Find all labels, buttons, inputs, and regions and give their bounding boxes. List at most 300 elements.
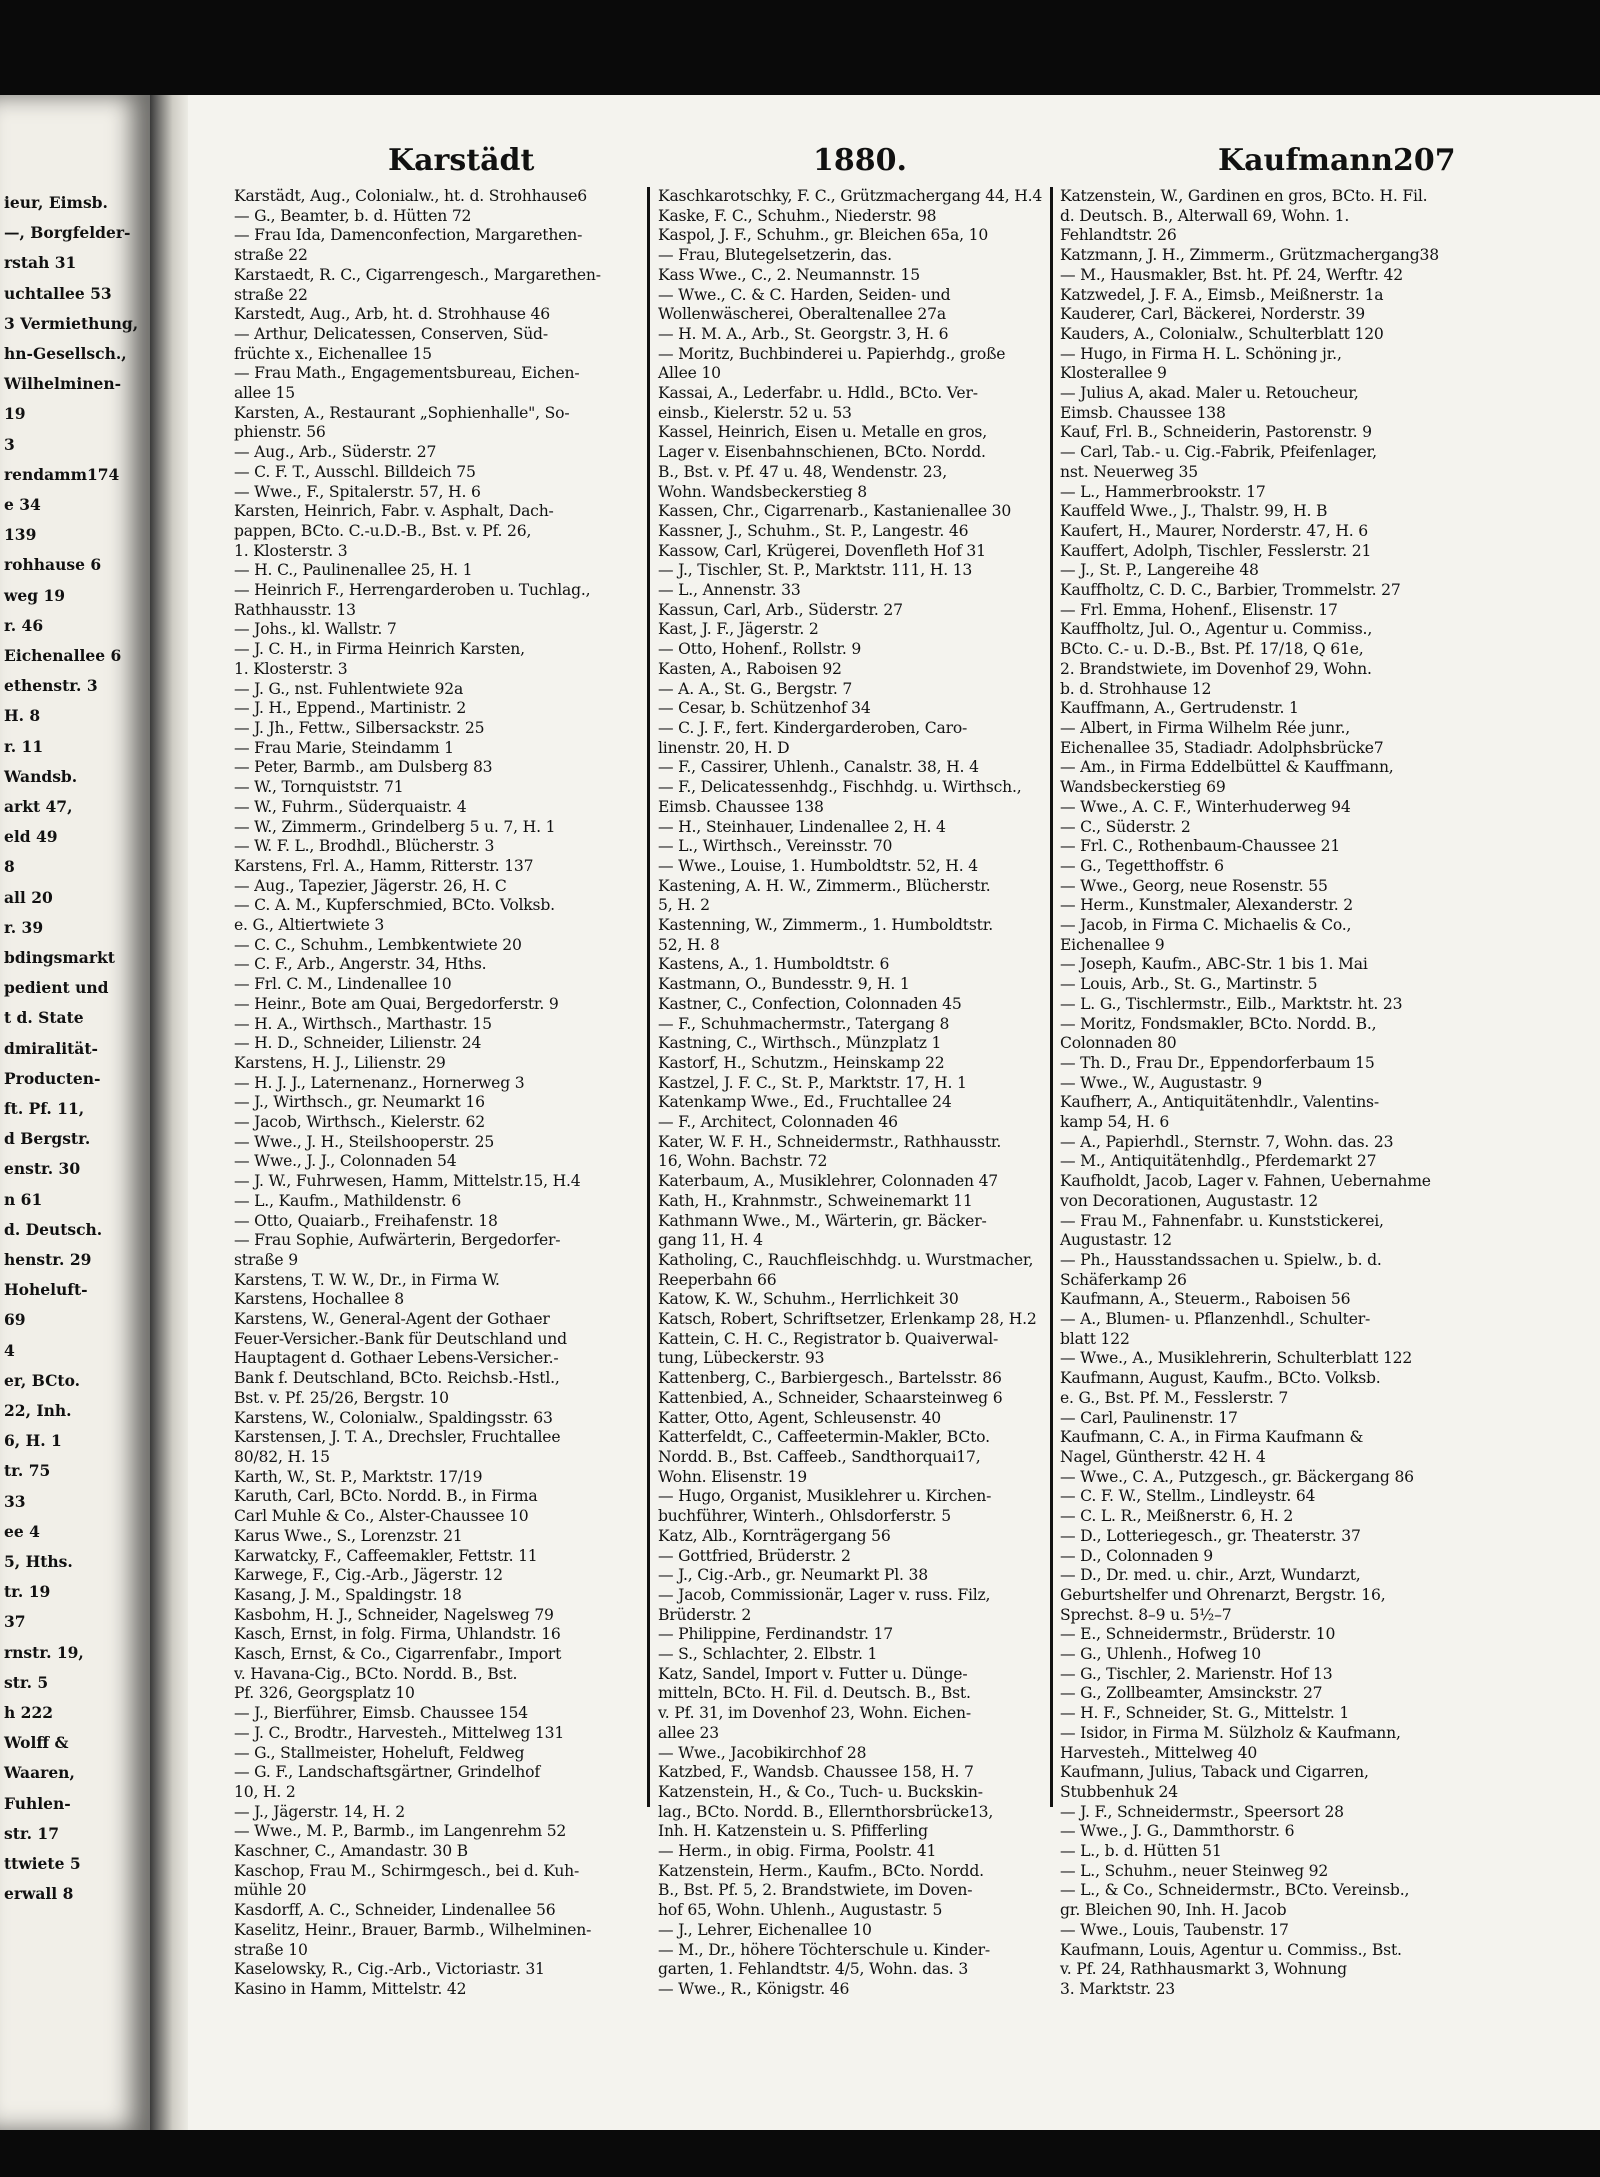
directory-entry-line: allee 23 [658, 1723, 719, 1742]
directory-entry-line: Kauderer, Carl, Bäckerei, Norderstr. 39 [1060, 305, 1365, 324]
directory-entry-line: Karstedt, Aug., Arb, ht. d. Strohhause 46 [234, 305, 550, 324]
directory-entry-line: — W., Tornquiststr. 71 [234, 778, 404, 797]
directory-entry-line: — J. H., Eppend., Martinistr. 2 [234, 699, 467, 718]
directory-entry-line: Karsten, A., Restaurant „Sophienhalle", So- [234, 403, 570, 422]
book-gutter [150, 95, 188, 2130]
directory-entry-line: Wohn. Elisenstr. 19 [658, 1467, 807, 1486]
directory-entry-line: Katz, Alb., Kornträgergang 56 [658, 1526, 891, 1545]
directory-entry-line: Kassai, A., Lederfabr. u. Hdld., BCto. Ver- [658, 384, 978, 403]
directory-entry-line: Karwatcky, F., Caffeemakler, Fettstr. 11 [234, 1546, 538, 1565]
directory-entry-line: — L., b. d. Hütten 51 [1060, 1842, 1222, 1861]
directory-entry-line: — Wwe., R., Königstr. 46 [658, 1979, 850, 1998]
directory-entry-line: — A., Blumen- u. Pflanzenhdl., Schulter- [1060, 1310, 1371, 1329]
directory-entry-line: Kauffeld Wwe., J., Thalstr. 99, H. B [1060, 502, 1328, 521]
directory-entry-line: — A., Papierhdl., Sternstr. 7, Wohn. das. 23 [1060, 1132, 1394, 1151]
directory-entry-line: — A. A., St. G., Bergstr. 7 [658, 679, 853, 698]
directory-entry-line: Kauders, A., Colonialw., Schulterblatt 120 [1060, 324, 1384, 343]
directory-entry-line: — Wwe., J. H., Steilshooperstr. 25 [234, 1132, 495, 1151]
directory-entry-line: — Ph., Hausstandssachen u. Spielw., b. d. [1060, 1250, 1382, 1269]
directory-entry-line: — M., Antiquitätenhdlg., Pferdemarkt 27 [1060, 1152, 1377, 1171]
left-page-text-fragment: Wandsb. [4, 766, 78, 786]
directory-entry-line: Kaselitz, Heinr., Brauer, Barmb., Wilhelminen- [234, 1920, 592, 1939]
directory-entry-line: — Frau, Blutegelsetzerin, das. [658, 246, 892, 265]
directory-entry-line: — S., Schlachter, 2. Elbstr. 1 [658, 1645, 878, 1664]
left-page-text-fragment: rstah 31 [4, 253, 77, 273]
left-page-text-fragment: dmiralität- [4, 1038, 98, 1058]
directory-entry-line: tung, Lübeckerstr. 93 [658, 1349, 825, 1368]
directory-entry-line: — Herm., Kunstmaler, Alexanderstr. 2 [1060, 896, 1354, 915]
directory-entry-line: — Wwe., F., Spitalerstr. 57, H. 6 [234, 482, 481, 501]
directory-entry-line: v. Pf. 31, im Dovenhof 23, Wohn. Eichen- [658, 1704, 971, 1723]
directory-entry-line: Karstädt, Aug., Colonialw., ht. d. Strohhause6 [234, 187, 587, 205]
directory-entry-line: Kassel, Heinrich, Eisen u. Metalle en gros, [658, 423, 987, 442]
directory-entry-line: Kattenbied, A., Schneider, Schaarsteinweg 6 [658, 1388, 1003, 1407]
directory-entry-line: — L. G., Tischlermstr., Eilb., Marktstr. ht. 23 [1060, 994, 1403, 1013]
directory-entry-line: blatt 122 [1060, 1329, 1130, 1348]
directory-entry-line: Bank f. Deutschland, BCto. Reichsb.-Hstl., [234, 1369, 560, 1388]
directory-entry-line: — Wwe., A., Musiklehrerin, Schulterblatt 122 [1060, 1349, 1413, 1368]
directory-entry-line: Katzenstein, H., & Co., Tuch- u. Buckskin- [658, 1782, 983, 1801]
left-page-text-fragment: Wolff & [4, 1733, 69, 1753]
directory-entry-line: — J., Lehrer, Eichenallee 10 [658, 1920, 872, 1939]
directory-entry-line: — J., Tischler, St. P., Marktstr. 111, H. 13 [658, 561, 973, 580]
directory-entry-line: — Frau Math., Engagementsbureau, Eichen- [234, 364, 580, 383]
directory-entry-line: straße 22 [234, 285, 308, 304]
directory-entry-line: Karsten, Heinrich, Fabr. v. Asphalt, Dach- [234, 502, 554, 521]
directory-entry-line: — Herm., in obig. Firma, Poolstr. 41 [658, 1842, 937, 1861]
directory-entry-line: Kassun, Carl, Arb., Süderstr. 27 [658, 600, 903, 619]
directory-entry-line: — Julius A, akad. Maler u. Retoucheur, [1060, 384, 1359, 403]
directory-entry-line: — Joseph, Kaufm., ABC-Str. 1 bis 1. Mai [1060, 955, 1368, 974]
directory-entry-line: B., Bst. v. Pf. 47 u. 48, Wendenstr. 23, [658, 462, 947, 481]
running-header [188, 143, 1456, 183]
directory-entry-line: von Decorationen, Augustastr. 12 [1060, 1191, 1318, 1210]
directory-entry-line: d. Deutsch. B., Alterwall 69, Wohn. 1. [1060, 206, 1350, 225]
directory-entry-line: Hauptagent d. Gothaer Lebens-Versicher.- [234, 1349, 559, 1368]
left-page-text-fragment: 5, Hths. [4, 1552, 73, 1571]
directory-entry-line: — J. G., nst. Fuhlentwiete 92a [234, 679, 464, 698]
directory-entry-line: Fehlandtstr. 26 [1060, 226, 1177, 245]
directory-entry-line: Katholing, C., Rauchfleischhdg. u. Wurstmacher, [658, 1250, 1034, 1269]
left-page-text-fragment: uchtallee 53 [4, 283, 112, 303]
directory-entry-line: — Wwe., Georg, neue Rosenstr. 55 [1060, 876, 1328, 895]
left-page-text-fragment: str. 17 [4, 1823, 59, 1843]
directory-entry-line: Kass Wwe., C., 2. Neumannstr. 15 [658, 265, 920, 284]
directory-entry-line: — Frl. C., Rothenbaum-Chaussee 21 [1060, 837, 1341, 856]
left-page-text-fragment: 3 [4, 434, 15, 454]
directory-entry-line: straße 22 [234, 246, 308, 265]
directory-column-1 [234, 187, 634, 2000]
directory-entry-line: lag., BCto. Nordd. B., Ellernthorsbrücke13, [658, 1802, 994, 1821]
left-page-text-fragment: Eichenallee 6 [4, 646, 122, 665]
directory-entry-line: Colonnaden 80 [1060, 1034, 1177, 1053]
column-divider [1050, 187, 1053, 1807]
directory-entry-line: — J. C. H., in Firma Heinrich Karsten, [234, 640, 525, 659]
directory-entry-line: Carl Muhle & Co., Alster-Chaussee 10 [234, 1507, 529, 1526]
directory-entry-line: Kaschop, Frau M., Schirmgesch., bei d. Kuh- [234, 1861, 580, 1880]
directory-entry-line: Kaufholdt, Jacob, Lager v. Fahnen, Uebernahme [1060, 1172, 1431, 1191]
directory-entry-line: — F., Schuhmachermstr., Tatergang 8 [658, 1014, 950, 1033]
directory-entry-line: Kaufmann, Julius, Taback und Cigarren, [1060, 1763, 1369, 1782]
directory-entry-line: — Arthur, Delicatessen, Conserven, Süd- [234, 324, 548, 343]
directory-entry-line: — W., Zimmerm., Grindelberg 5 u. 7, H. 1 [234, 817, 556, 836]
directory-entry-line: Katzmann, J. H., Zimmerm., Grützmachergang38 [1060, 246, 1439, 265]
directory-entry-line: Eichenallee 9 [1060, 935, 1165, 954]
directory-entry-line: 52, H. 8 [658, 935, 720, 954]
directory-entry-line: — F., Delicatessenhdg., Fischhdg. u. Wirthsch., [658, 778, 1022, 797]
directory-entry-line: Katzenstein, W., Gardinen en gros, BCto. H. Fil. [1060, 187, 1428, 205]
directory-entry-line: Augustastr. 12 [1060, 1231, 1172, 1250]
directory-entry-line: 1. Klosterstr. 3 [234, 659, 348, 678]
directory-entry-line: Karstens, W., General-Agent der Gothaer [234, 1310, 550, 1329]
directory-entry-line: — Johs., kl. Wallstr. 7 [234, 620, 397, 639]
directory-entry-line: Kauffholtz, C. D. C., Barbier, Trommelstr. 27 [1060, 581, 1401, 600]
left-page-text-fragment: tr. 75 [4, 1461, 51, 1481]
directory-entry-line: — Heinr., Bote am Quai, Bergedorferstr. 9 [234, 994, 559, 1013]
directory-entry-line: Katerbaum, A., Musiklehrer, Colonnaden 47 [658, 1172, 999, 1191]
directory-entry-line: allee 15 [234, 384, 295, 403]
left-page-text-fragment: rendamm174 [4, 464, 120, 484]
directory-entry-line: Kauffholtz, Jul. O., Agentur u. Commiss., [1060, 620, 1373, 639]
directory-entry-line: Katow, K. W., Schuhm., Herrlichkeit 30 [658, 1290, 959, 1309]
directory-entry-line: Karstaedt, R. C., Cigarrengesch., Margarethen- [234, 265, 601, 284]
directory-entry-line: Kasdorff, A. C., Schneider, Lindenallee 56 [234, 1901, 556, 1920]
directory-entry-line: — Am., in Firma Eddelbüttel & Kauffmann, [1060, 758, 1394, 777]
directory-entry-line: — Hugo, Organist, Musiklehrer u. Kirchen- [658, 1487, 992, 1506]
directory-entry-line: Kattenberg, C., Barbiergesch., Bartelsstr. 86 [658, 1369, 1002, 1388]
directory-entry-line: mitteln, BCto. H. Fil. d. Deutsch. B., Bst. [658, 1684, 971, 1703]
left-page-text-fragment: H. 8 [4, 706, 41, 726]
left-page-text-fragment: h 222 [4, 1703, 54, 1722]
directory-entry-line: — H., Steinhauer, Lindenallee 2, H. 4 [658, 817, 946, 836]
directory-entry-line: 80/82, H. 15 [234, 1448, 330, 1466]
directory-entry-line: Kath, H., Krahnmstr., Schweinemarkt 11 [658, 1191, 973, 1210]
directory-entry-line: — Jacob, Wirthsch., Kielerstr. 62 [234, 1113, 485, 1132]
directory-entry-line: — J. F., Schneidermstr., Speersort 28 [1060, 1802, 1344, 1821]
directory-entry-line: Schäferkamp 26 [1060, 1270, 1187, 1289]
directory-entry-line: Karstens, H. J., Lilienstr. 29 [234, 1053, 446, 1072]
directory-column-3 [1060, 187, 1472, 2000]
directory-entry-line: Feuer-Versicher.-Bank für Deutschland und [234, 1329, 567, 1348]
directory-entry-line: Katter, Otto, Agent, Schleusenstr. 40 [658, 1408, 942, 1427]
header-left-keyword: Karstädt [388, 143, 535, 178]
directory-entry-line: — J., Cig.-Arb., gr. Neumarkt Pl. 38 [658, 1566, 928, 1585]
directory-entry-line: — G., Uhlenh., Hofweg 10 [1060, 1645, 1261, 1664]
left-page-text-fragment: erwall 8 [4, 1884, 74, 1904]
directory-entry-line: — H. F., Schneider, St. G., Mittelstr. 1 [1060, 1704, 1350, 1723]
directory-entry-line: — Aug., Arb., Süderstr. 27 [234, 443, 437, 462]
left-page-fragment [0, 95, 150, 2130]
left-page-text-fragment: henstr. 29 [4, 1250, 92, 1269]
directory-entry-line: — C. F. T., Ausschl. Billdeich 75 [234, 462, 476, 481]
directory-entry-line: Karth, W., St. P., Marktstr. 17/19 [234, 1467, 483, 1486]
directory-entry-line: — Jacob, in Firma C. Michaelis & Co., [1060, 916, 1352, 935]
directory-entry-line: Kaschkarotschky, F. C., Grützmachergang 44, H.4 [658, 187, 1043, 205]
directory-entry-line: — Wwe., C. & C. Harden, Seiden- und [658, 285, 951, 304]
directory-entry-line: Katz, Sandel, Import v. Futter u. Dünge- [658, 1664, 968, 1683]
directory-entry-line: — Aug., Tapezier, Jägerstr. 26, H. C [234, 876, 507, 895]
directory-entry-line: — J., Wirthsch., gr. Neumarkt 16 [234, 1093, 485, 1112]
directory-entry-line: Katsch, Robert, Schriftsetzer, Erlenkamp 28, H.2 [658, 1310, 1037, 1329]
directory-entry-line: Wollenwäscherei, Oberaltenallee 27a [658, 305, 946, 324]
directory-entry-line: Pf. 326, Georgsplatz 10 [234, 1684, 415, 1703]
directory-entry-line: — L., Hammerbrookstr. 17 [1060, 482, 1266, 501]
directory-entry-line: Klosterallee 9 [1060, 364, 1167, 383]
directory-entry-line: — L., Schuhm., neuer Steinweg 92 [1060, 1861, 1329, 1880]
directory-entry-line: Kassen, Chr., Cigarrenarb., Kastanienallee 30 [658, 502, 1012, 521]
left-page-text-fragment: rohhause 6 [4, 555, 102, 575]
directory-entry-line: — Wwe., C. A., Putzgesch., gr. Bäckergang 86 [1060, 1467, 1414, 1486]
directory-entry-line: Kasten, A., Raboisen 92 [658, 659, 842, 678]
left-page-text-fragment: enstr. 30 [4, 1159, 81, 1179]
directory-entry-line: — Moritz, Fondsmakler, BCto. Nordd. B., [1060, 1014, 1377, 1033]
directory-entry-line: — J., Jägerstr. 14, H. 2 [234, 1802, 405, 1821]
directory-entry-line: — J. W., Fuhrwesen, Hamm, Mittelstr.15, H.4 [234, 1172, 581, 1191]
directory-entry-line: — F., Architect, Colonnaden 46 [658, 1113, 898, 1132]
directory-entry-line: Kater, W. F. H., Schneidermstr., Rathhausstr. [658, 1132, 1002, 1151]
directory-entry-line: hof 65, Wohn. Uhlenh., Augustastr. 5 [658, 1901, 943, 1920]
directory-entry-line: Kastens, A., 1. Humboldtstr. 6 [658, 955, 890, 974]
directory-entry-line: nst. Neuerweg 35 [1060, 462, 1198, 481]
directory-entry-line: — G. F., Landschaftsgärtner, Grindelhof [234, 1763, 540, 1782]
left-page-text-fragment: ee 4 [4, 1521, 40, 1541]
directory-entry-line: — H. J. J., Laternenanz., Hornerweg 3 [234, 1073, 525, 1092]
directory-entry-line: Karstens, Hochallee 8 [234, 1290, 405, 1309]
left-page-text-fragment: 3 Vermiethung, [4, 313, 139, 333]
directory-entry-line: früchte x., Eichenallee 15 [234, 344, 432, 363]
directory-entry-line: Kasch, Ernst, & Co., Cigarrenfabr., Import [234, 1645, 562, 1664]
directory-entry-line: v. Pf. 24, Rathhausmarkt 3, Wohnung [1060, 1960, 1347, 1979]
directory-entry-line: Karwege, F., Cig.-Arb., Jägerstr. 12 [234, 1566, 503, 1585]
column-divider [647, 187, 650, 1807]
directory-entry-line: Kaufherr, A., Antiquitätenhdlr., Valentins- [1060, 1093, 1379, 1112]
directory-entry-line: — E., Schneidermstr., Brüderstr. 10 [1060, 1625, 1336, 1644]
directory-entry-line: — H. D., Schneider, Lilienstr. 24 [234, 1034, 482, 1053]
left-page-text-fragment: str. 5 [4, 1672, 49, 1692]
directory-entry-line: Kaufmann, Louis, Agentur u. Commiss., Bst. [1060, 1940, 1402, 1959]
directory-entry-line: — L., Kaufm., Mathildenstr. 6 [234, 1191, 462, 1210]
directory-entry-line: — Frl. C. M., Lindenallee 10 [234, 975, 452, 994]
directory-entry-line: Brüderstr. 2 [658, 1605, 752, 1624]
left-page-text-fragment: ethenstr. 3 [4, 676, 98, 696]
header-right-keyword: Kaufmann [1218, 143, 1394, 178]
left-page-text-fragment: r. 46 [4, 615, 44, 635]
directory-entry-line: — L., Annenstr. 33 [658, 581, 801, 600]
directory-entry-line: Kastenning, W., Zimmerm., 1. Humboldtstr. [658, 916, 993, 935]
directory-entry-line: — W. F. L., Brodhdl., Blücherstr. 3 [234, 837, 495, 856]
left-page-text-fragment: 22, Inh. [4, 1401, 72, 1420]
directory-entry-line: v. Havana-Cig., BCto. Nordd. B., Bst. [234, 1664, 518, 1683]
directory-entry-line: — Jacob, Commissionär, Lager v. russ. Filz, [658, 1585, 991, 1604]
directory-entry-line: — Wwe., A. C. F., Winterhuderweg 94 [1060, 797, 1351, 816]
directory-entry-line: Geburtshelfer und Ohrenarzt, Bergstr. 16, [1060, 1585, 1386, 1604]
left-page-text-fragment: 37 [4, 1612, 26, 1632]
directory-entry-line: — H. A., Wirthsch., Marthastr. 15 [234, 1014, 492, 1033]
directory-entry-line: — Wwe., Louis, Taubenstr. 17 [1060, 1920, 1289, 1939]
left-page-text-fragment: er, BCto. [4, 1370, 81, 1390]
directory-entry-line: Eimsb. Chaussee 138 [1060, 403, 1226, 422]
directory-entry-line: Harvesteh., Mittelweg 40 [1060, 1743, 1258, 1762]
directory-entry-line: 1. Klosterstr. 3 [234, 541, 348, 560]
directory-entry-line: Eimsb. Chaussee 138 [658, 797, 824, 816]
directory-entry-line: Stubbenhuk 24 [1060, 1782, 1178, 1801]
directory-entry-line: Kaufmann, C. A., in Firma Kaufmann & [1060, 1428, 1364, 1447]
directory-entry-line: e. G., Altiertwiete 3 [234, 916, 385, 935]
directory-entry-line: 16, Wohn. Bachstr. 72 [658, 1152, 828, 1171]
directory-entry-line: — C., Süderstr. 2 [1060, 817, 1191, 836]
directory-entry-line: straße 9 [234, 1250, 298, 1269]
directory-entry-line: linenstr. 20, H. D [658, 738, 790, 757]
directory-entry-line: — Wwe., M. P., Barmb., im Langenrehm 52 [234, 1822, 567, 1841]
left-page-text-fragment: 4 [4, 1340, 15, 1360]
directory-entry-line: — G., Zollbeamter, Amsinckstr. 27 [1060, 1684, 1323, 1703]
left-page-text-fragment: ttwiete 5 [4, 1854, 81, 1873]
left-page-text-fragment: hn-Gesellsch., [4, 344, 127, 363]
left-page-text-fragment: 33 [4, 1491, 26, 1511]
directory-entry-line: — Frl. Emma, Hohenf., Elisenstr. 17 [1060, 600, 1338, 619]
directory-entry-line: Allee 10 [658, 364, 721, 383]
directory-entry-line: Kaufert, H., Maurer, Norderstr. 47, H. 6 [1060, 521, 1369, 540]
left-page-text-fragment: pedient und [4, 978, 109, 998]
directory-entry-line: — Moritz, Buchbinderei u. Papierhdg., große [658, 344, 1006, 363]
directory-entry-line: straße 10 [234, 1940, 308, 1959]
directory-entry-line: — G., Tegetthoffstr. 6 [1060, 856, 1224, 875]
directory-entry-line: Katzbed, F., Wandsb. Chaussee 158, H. 7 [658, 1763, 974, 1782]
directory-entry-line: — Louis, Arb., St. G., Martinstr. 5 [1060, 975, 1318, 994]
directory-entry-line: — J., St. P., Langereihe 48 [1060, 561, 1259, 580]
directory-entry-line: Karstens, W., Colonialw., Spaldingsstr. 63 [234, 1408, 553, 1427]
directory-entry-line: — Carl, Tab.- u. Cig.-Fabrik, Pfeifenlager, [1060, 443, 1377, 462]
directory-page [188, 95, 1600, 2130]
directory-entry-line: Kaselowsky, R., Cig.-Arb., Victoriastr. 31 [234, 1960, 545, 1979]
directory-entry-line: — Wwe., J. J., Colonnaden 54 [234, 1152, 457, 1171]
directory-entry-line: Nordd. B., Bst. Caffeeb., Sandthorquai17, [658, 1448, 981, 1466]
directory-entry-line: Kasang, J. M., Spaldingstr. 18 [234, 1585, 462, 1604]
directory-entry-line: 3. Marktstr. 23 [1060, 1979, 1176, 1998]
directory-entry-line: — J., Bierführer, Eimsb. Chaussee 154 [234, 1704, 528, 1723]
left-page-text-fragment: ieur, Eimsb. [4, 193, 108, 212]
left-page-text-fragment: n 61 [4, 1189, 43, 1209]
directory-entry-line: kamp 54, H. 6 [1060, 1113, 1170, 1132]
directory-entry-line: — C. F., Arb., Angerstr. 34, Hths. [234, 955, 487, 974]
left-page-text-fragment: —, Borgfelder- [4, 223, 131, 243]
directory-entry-line: — Th. D., Frau Dr., Eppendorferbaum 15 [1060, 1053, 1375, 1072]
directory-entry-line: Reeperbahn 66 [658, 1270, 777, 1289]
directory-entry-line: Eichenallee 35, Stadiadr. Adolphsbrücke7 [1060, 738, 1384, 757]
directory-entry-line: — H. M. A., Arb., St. Georgstr. 3, H. 6 [658, 324, 949, 343]
directory-entry-line: — Frau M., Fahnenfabr. u. Kunststickerei, [1060, 1211, 1384, 1230]
left-page-text-fragment: ft. Pf. 11, [4, 1099, 85, 1118]
left-page-text-fragment: bdingsmarkt [4, 948, 115, 967]
directory-entry-line: — C. J. F., fert. Kindergarderoben, Caro- [658, 718, 968, 737]
left-page-text-fragment: all 20 [4, 887, 53, 907]
left-page-text-fragment: Fuhlen- [4, 1793, 71, 1813]
left-page-text-fragment: arkt 47, [4, 797, 73, 816]
left-page-text-fragment: 69 [4, 1310, 26, 1330]
directory-entry-line: — C. F. W., Stellm., Lindleystr. 64 [1060, 1487, 1316, 1506]
directory-entry-line: Karus Wwe., S., Lorenzstr. 21 [234, 1526, 463, 1545]
directory-entry-line: einsb., Kielerstr. 52 u. 53 [658, 403, 852, 422]
directory-entry-line: e. G., Bst. Pf. M., Fesslerstr. 7 [1060, 1388, 1289, 1407]
directory-entry-line: buchführer, Winterh., Ohlsdorferstr. 5 [658, 1507, 951, 1526]
directory-entry-line: — Wwe., Jacobikirchhof 28 [658, 1743, 867, 1762]
directory-entry-line: — Frau Ida, Damenconfection, Margarethen- [234, 226, 583, 245]
directory-entry-line: — Philippine, Ferdinandstr. 17 [658, 1625, 893, 1644]
directory-entry-line: — C. L. R., Meißnerstr. 6, H. 2 [1060, 1507, 1294, 1526]
directory-entry-line: — Wwe., Louise, 1. Humboldtstr. 52, H. 4 [658, 856, 978, 875]
directory-entry-line: Karstens, T. W. W., Dr., in Firma W. [234, 1270, 500, 1289]
directory-entry-line: Kastorf, H., Schutzm., Heinskamp 22 [658, 1053, 945, 1072]
directory-entry-line: — L., Wirthsch., Vereinsstr. 70 [658, 837, 893, 856]
directory-entry-line: gr. Bleichen 90, Inh. H. Jacob [1060, 1901, 1287, 1920]
directory-entry-line: Kasbohm, H. J., Schneider, Nagelsweg 79 [234, 1605, 554, 1624]
directory-entry-line: Kastmann, O., Bundesstr. 9, H. 1 [658, 975, 910, 994]
directory-entry-line: gang 11, H. 4 [658, 1231, 763, 1250]
directory-entry-line: Karstensen, J. T. A., Drechsler, Fruchtallee [234, 1428, 561, 1447]
left-page-text-fragment: Waaren, [4, 1763, 75, 1783]
directory-entry-line: 5, H. 2 [658, 896, 710, 915]
directory-entry-line: Kastzel, J. F. C., St. P., Marktstr. 17, H. 1 [658, 1073, 967, 1092]
directory-entry-line: — J. Jh., Fettw., Silbersackstr. 25 [234, 718, 485, 737]
directory-entry-line: — Wwe., J. G., Dammthorstr. 6 [1060, 1822, 1295, 1841]
directory-entry-line: pappen, BCto. C.-u.D.-B., Bst. v. Pf. 26, [234, 521, 532, 540]
directory-entry-line: Sprechst. 8–9 u. 5½–7 [1060, 1605, 1232, 1624]
directory-entry-line: Karuth, Carl, BCto. Nordd. B., in Firma [234, 1487, 538, 1506]
directory-entry-line: — G., Beamter, b. d. Hütten 72 [234, 206, 472, 225]
directory-entry-line: — M., Dr., höhere Töchterschule u. Kinder- [658, 1940, 990, 1959]
directory-entry-line: — Peter, Barmb., am Dulsberg 83 [234, 758, 493, 777]
directory-entry-line: — C. C., Schuhm., Lembkentwiete 20 [234, 935, 522, 954]
directory-entry-line: — G., Tischler, 2. Marienstr. Hof 13 [1060, 1664, 1333, 1683]
left-page-text-fragment: d Bergstr. [4, 1129, 91, 1149]
directory-entry-line: Kaske, F. C., Schuhm., Niederstr. 98 [658, 206, 937, 225]
directory-entry-line: Inh. H. Katzenstein u. S. Pfifferling [658, 1822, 928, 1841]
left-page-text-fragment: Producten- [4, 1068, 101, 1088]
directory-column-2 [658, 187, 1058, 2000]
directory-entry-line: — H. C., Paulinenallee 25, H. 1 [234, 561, 473, 580]
directory-entry-line: Katzwedel, J. F. A., Eimsb., Meißnerstr. 1a [1060, 285, 1384, 304]
directory-entry-line: — Wwe., W., Augustastr. 9 [1060, 1073, 1262, 1092]
directory-entry-line: Kauffmann, A., Gertrudenstr. 1 [1060, 699, 1299, 718]
directory-entry-line: Kasino in Hamm, Mittelstr. 42 [234, 1979, 467, 1998]
directory-entry-line: Wandsbeckerstieg 69 [1060, 778, 1226, 797]
left-page-text-fragment: Wilhelminen- [4, 374, 122, 394]
directory-entry-line: — Cesar, b. Schützenhof 34 [658, 699, 871, 718]
directory-entry-line: — Otto, Hohenf., Rollstr. 9 [658, 640, 862, 659]
directory-entry-line: — J. C., Brodtr., Harvesteh., Mittelweg 131 [234, 1723, 565, 1742]
left-page-text-fragment: d. Deutsch. [4, 1219, 103, 1239]
directory-entry-line: 2. Brandstwiete, im Dovenhof 29, Wohn. [1060, 659, 1372, 678]
directory-entry-line: — G., Stallmeister, Hoheluft, Feldweg [234, 1743, 525, 1762]
header-year: 1880. [813, 143, 907, 178]
directory-entry-line: — D., Colonnaden 9 [1060, 1546, 1213, 1565]
directory-entry-line: BCto. C.- u. D.-B., Bst. Pf. 17/18, Q 61e, [1060, 640, 1364, 659]
left-page-text-fragment: 6, H. 1 [4, 1431, 62, 1451]
directory-entry-line: Kaufmann, A., Steuerm., Raboisen 56 [1060, 1290, 1351, 1309]
left-page-text-fragment: rnstr. 19, [4, 1642, 84, 1662]
directory-entry-line: Karstens, Frl. A., Hamm, Ritterstr. 137 [234, 856, 534, 875]
directory-entry-line: — Heinrich F., Herrengarderoben u. Tuchlag., [234, 581, 591, 600]
directory-entry-line: — Carl, Paulinenstr. 17 [1060, 1408, 1238, 1427]
directory-entry-line: — M., Hausmakler, Bst. ht. Pf. 24, Werftr. 42 [1060, 265, 1403, 284]
directory-entry-line: — Isidor, in Firma M. Sülzholz & Kaufmann, [1060, 1723, 1401, 1742]
directory-entry-line: — L., & Co., Schneidermstr., BCto. Vereinsb., [1060, 1881, 1410, 1900]
directory-entry-line: mühle 20 [234, 1881, 307, 1900]
directory-entry-line: Kassow, Carl, Krügerei, Dovenfleth Hof 31 [658, 541, 986, 560]
directory-entry-line: — Frau Marie, Steindamm 1 [234, 738, 454, 757]
directory-entry-line: phienstr. 56 [234, 423, 326, 442]
directory-entry-line: — F., Cassirer, Uhlenh., Canalstr. 38, H. 4 [658, 758, 979, 777]
